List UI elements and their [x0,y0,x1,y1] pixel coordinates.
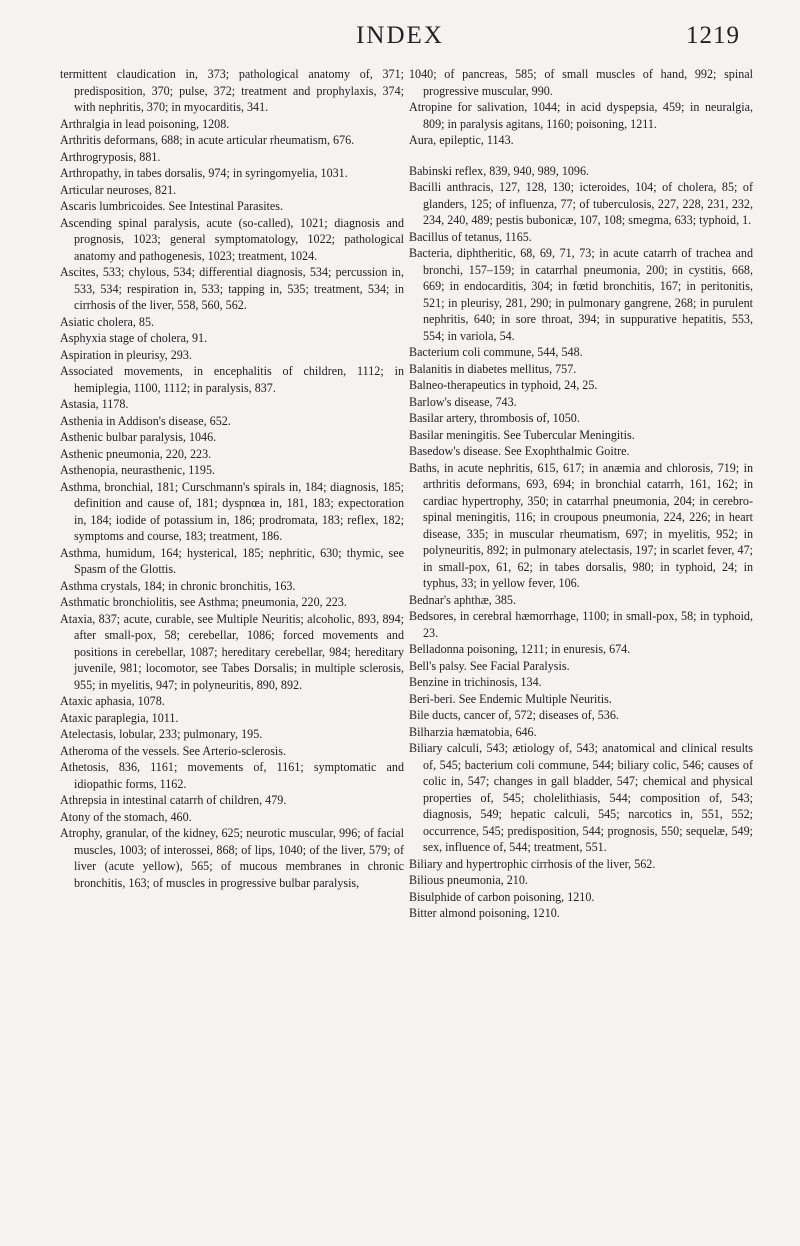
index-entry: Asthma, bronchial, 181; Curschmann's spirals in, 184; diagnosis, 185; definition and cause of, 181; dyspnœa in, 181, 183; expectoration in, 184; iodide of potassium in, 186; prodromata, 183; reflex, 182; symptoms and course, 183; treatment, 186. [60,479,404,543]
index-entry: Astasia, 1178. [60,397,129,411]
index-entry: Bedsores, in cerebral hæmorrhage, 1100; in small-pox, 58; in typhoid, 23. [409,609,753,640]
index-entry: Arthralgia in lead poisoning, 1208. [60,116,230,131]
index-entry: Ascending spinal paralysis, acute (so-called), 1021; diagnosis and prognosis, 1023; general symptomatology, 1022; pathological anatomy and pathogenesis, 1023; treatment, 1024. [60,215,404,263]
index-entry: Athetosis, 836, 1161; movements of, 1161; symptomatic and idiopathic forms, 1162. [60,760,404,791]
index-entry: Bisulphide of carbon poisoning, 1210. [409,889,595,904]
index-entry: Aspiration in pleurisy, 293. [60,347,192,362]
index-entry: Balanitis in diabetes mellitus, 757. [409,361,577,376]
index-entry: Bitter almond poisoning, 1210. [409,906,560,920]
index-entry: Ascites, 533; chylous, 534; differential diagnosis, 534; percussion in, 533, 534; respiration in, 533; tapping in, 535; treatment, 534; in cirrhosis of the liver, 558, 560, 562. [60,265,404,312]
index-entry: Ataxia, 837; acute, curable, see Multiple Neuritis; alcoholic, 893, 894; after small-pox, 58; cerebellar, 1086; forced movements and positions in cerebellar, 1087; hereditary cerebellar, 984; hereditary juvenile, 981; locomotor, see Tabes Dorsalis; in multiple sclerosis, 955; in myelitis, 947; in polyneuritis, 890, 892. [60,611,404,692]
index-entry: Aura, epileptic, 1143. [409,133,514,147]
index-entry: Associated movements, in encephalitis of children, 1112; in hemiplegia, 1100, 1112; in paralysis, 837. [60,364,404,395]
page-header [60,20,740,60]
index-entry: Benzine in trichinosis, 134. [409,675,542,689]
index-entry: Baths, in acute nephritis, 615, 617; in anæmia and chlorosis, 719; in arthritis deformans, 693, 694; in bronchial catarrh, 161, 162; in cardiac hypertrophy, 350; in catarrhal pneumonia, 204; in cerebro-spinal meningitis, 116; in croupous pneumonia, 224, 226; in heart disease, 335; in muscular rheumatism, 697; in myelitis, 952; in polyneuritis, 892; in pulmonary atelectasis, 197; in scarlet fever, 47; in small-pox, 61, 62; in tabes dorsalis, 980; in typhoid, 24; in typhus, 33; in yellow fever, 106. [409,460,753,590]
index-entry: Barlow's disease, 743. [409,394,517,409]
index-entry: Basedow's disease. See Exophthalmic Goitre. [409,444,630,458]
index-entry: Bilious pneumonia, 210. [409,873,528,887]
page-number: 1219 [686,22,740,49]
index-entry: Atrophy, granular, of the kidney, 625; neurotic muscular, 996; of facial muscles, 1003; of interossei, 868; of lips, 1040; of the liver, 579; of liver (acute yellow), 565; of mucous membranes in chronic bronchitis, 163; of muscles in progressive bulbar paralysis, [60,826,404,890]
index-entry: Atropine for salivation, 1044; in acid dyspepsia, 459; in neuralgia, 809; in paralysis agitans, 1160; poisoning, 1211. [409,100,753,131]
index-entry: Asthenopia, neurasthenic, 1195. [60,463,216,477]
index-entry: Biliary calculi, 543; ætiology of, 543; anatomical and clinical results of, 545; bacterium coli commune, 544; biliary colic, 546; causes of colic in, 547; changes in gall bladder, 547; chemical and physical properties of, 545; cholelithiasis, 544; composition of, 543; diagnosis, 549; hepatic calculi, 545; narcotics in, 551, 552; occurrence, 545; predisposition, 544; prognosis, 550; sequelæ, 549; sex, influence of, 544; treatment, 551. [409,741,753,854]
index-column-left [60,66,404,891]
index-entry: Beri-beri. See Endemic Multiple Neuritis. [409,691,612,706]
index-entry: Balneo-therapeutics in typhoid, 24, 25. [409,378,598,392]
index-entry: Asiatic cholera, 85. [60,314,155,329]
index-entry: Asthenia in Addison's disease, 652. [60,413,231,428]
index-entry: Ascaris lumbricoides. See Intestinal Parasites. [60,199,284,213]
index-entry: Asthma crystals, 184; in chronic bronchitis, 163. [60,578,296,593]
index-entry: termittent claudication in, 373; pathological anatomy of, 371; predisposition, 370; pulse, 372; treatment and prophylaxis, 374; with nephritis, 370; in myocarditis, 341. [60,67,404,114]
index-entry: Arthritis deformans, 688; in acute articular rheumatism, 676. [60,133,355,147]
index-entry: Bacillus of tetanus, 1165. [409,229,532,244]
index-entry: Ataxic paraplegia, 1011. [60,710,179,725]
index-entry: Athrepsia in intestinal catarrh of children, 479. [60,793,287,807]
index-entry: Asphyxia stage of cholera, 91. [60,331,208,345]
index-entry: Atelectasis, lobular, 233; pulmonary, 195. [60,727,263,741]
page-title: INDEX [356,22,444,49]
index-entry: Belladonna poisoning, 1211; in enuresis, 674. [409,642,631,656]
index-entry: Arthropathy, in tabes dorsalis, 974; in syringomyelia, 1031. [60,166,348,180]
index-entry: Bilharzia hæmatobia, 646. [409,724,537,739]
index-entry: Atony of the stomach, 460. [60,809,192,824]
index-entry: Bile ducts, cancer of, 572; diseases of, 536. [409,708,619,722]
index-entry: Asthenic bulbar paralysis, 1046. [60,430,217,444]
index-entry: Asthenic pneumonia, 220, 223. [60,446,212,461]
index-entry: Atheroma of the vessels. See Arterio-sclerosis. [60,743,287,758]
index-entry: Biliary and hypertrophic cirrhosis of the liver, 562. [409,856,656,871]
index-entry: Articular neuroses, 821. [60,182,177,197]
index-column-right [409,66,753,922]
index-entry: Babinski reflex, 839, 940, 989, 1096. [409,163,590,178]
index-entry: Bednar's aphthæ, 385. [409,592,516,607]
index-entry: 1040; of pancreas, 585; of small muscles of hand, 992; spinal progressive muscular, 990. [409,67,753,98]
index-entry: Bacteria, diphtheritic, 68, 69, 71, 73; in acute catarrh of trachea and bronchi, 157–159; in catarrhal pneumonia, 200; in cystitis, 668, 669; in endocarditis, 304; in fœtid bronchitis, 167; in peritonitis, 521; in pleurisy, 281, 290; in pulmonary gangrene, 268; in purulent nephritis, 640; in sore throat, 394; in suppurative hepatitis, 553, 554; in variola, 54. [409,246,753,343]
index-entry: Asthma, humidum, 164; hysterical, 185; nephritic, 630; thymic, see Spasm of the Glottis. [60,545,404,576]
index-entry: Ataxic aphasia, 1078. [60,694,165,708]
index-entry: Basilar artery, thrombosis of, 1050. [409,411,580,425]
index-entry: Bell's palsy. See Facial Paralysis. [409,658,570,673]
index-entry: Asthmatic bronchiolitis, see Asthma; pneumonia, 220, 223. [60,595,347,609]
index-entry: Basilar meningitis. See Tubercular Meningitis. [409,427,635,442]
index-entry: Bacilli anthracis, 127, 128, 130; icteroides, 104; of cholera, 85; of glanders, 125; of influenza, 77; of tuberculosis, 227, 228, 231, 232, 234, 240, 489; pestis bubonicæ, 107, 108; smegma, 633; typhoid, 1. [409,180,753,227]
index-entry: Arthrogryposis, 881. [60,149,161,164]
index-entry: Bacterium coli commune, 544, 548. [409,345,583,359]
